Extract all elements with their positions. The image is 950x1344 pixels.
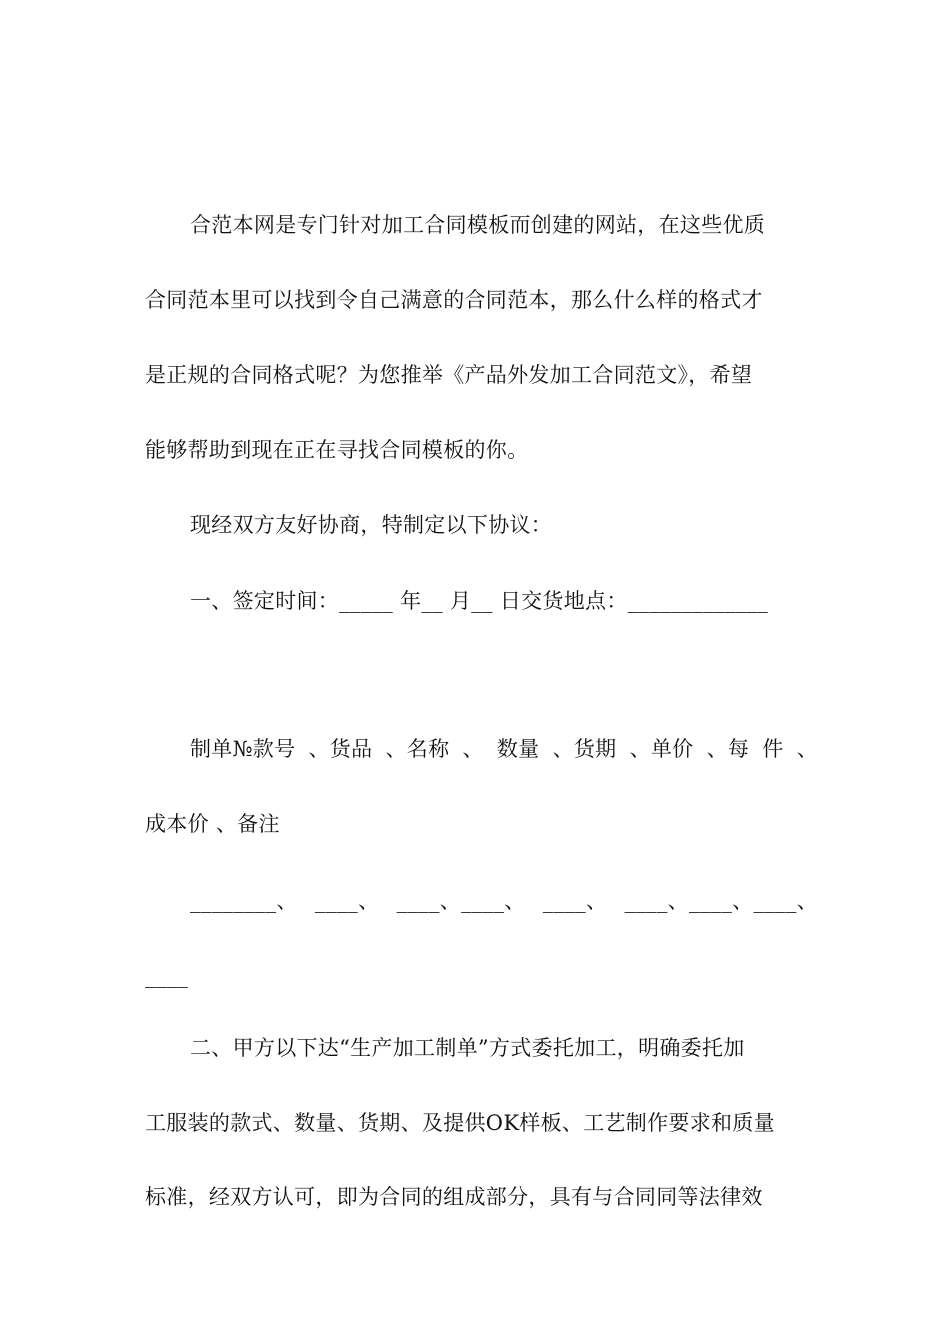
blanks-row (190, 888, 818, 914)
table-header-row (190, 736, 818, 762)
blanks-line-2: ____ (145, 964, 189, 988)
table-header-line-2: 成本价 、备注 (145, 812, 280, 836)
header-item: 、货品 (308, 737, 373, 761)
header-item: 、名称 (385, 737, 450, 761)
header-item: 件 (762, 737, 784, 761)
header-item: 、每 (706, 737, 750, 761)
header-item: 、 (796, 737, 818, 761)
header-item: 、货期 (552, 737, 617, 761)
blank-item: ________、 (190, 889, 298, 913)
header-item: 、 (462, 737, 484, 761)
clause-2-line-1: 二、甲方以下达“生产加工制单”方式委托加工，明确委托加 (190, 1036, 745, 1060)
blank-item: ____、____、 (396, 889, 526, 913)
blank-item: ____、 (314, 889, 380, 913)
blank-item: ____、 (542, 889, 608, 913)
intro-line-3: 是正规的合同格式呢？为您推举《产品外发加工合同范文》，希望 (145, 363, 753, 387)
intro-line-4: 能够帮助到现在正在寻找合同模板的你。 (145, 438, 529, 462)
clause-2-line-3: 标准，经双方认可，即为合同的组成部分，具有与合同同等法律效 (145, 1185, 763, 1209)
header-item: 数量 (496, 737, 540, 761)
blank-item: ____、____、____、 (624, 889, 818, 913)
header-item: 、单价 (629, 737, 694, 761)
intro-line-2: 合同范本里可以找到令自己满意的合同范本，那么什么样的格式才 (145, 288, 763, 312)
clause-1-line: 一、签定时间：_____ 年__ 月__ 日交货地点：_____________ (190, 589, 769, 613)
agreement-line: 现经双方友好协商，特制定以下协议： (190, 513, 553, 537)
header-item: 制单№款号 (190, 737, 296, 761)
intro-line-1: 合范本网是专门针对加工合同模板而创建的网站，在这些优质 (190, 213, 766, 237)
clause-2-line-2: 工服装的款式、数量、货期、及提供OK样板、工艺制作要求和质量 (145, 1111, 775, 1135)
